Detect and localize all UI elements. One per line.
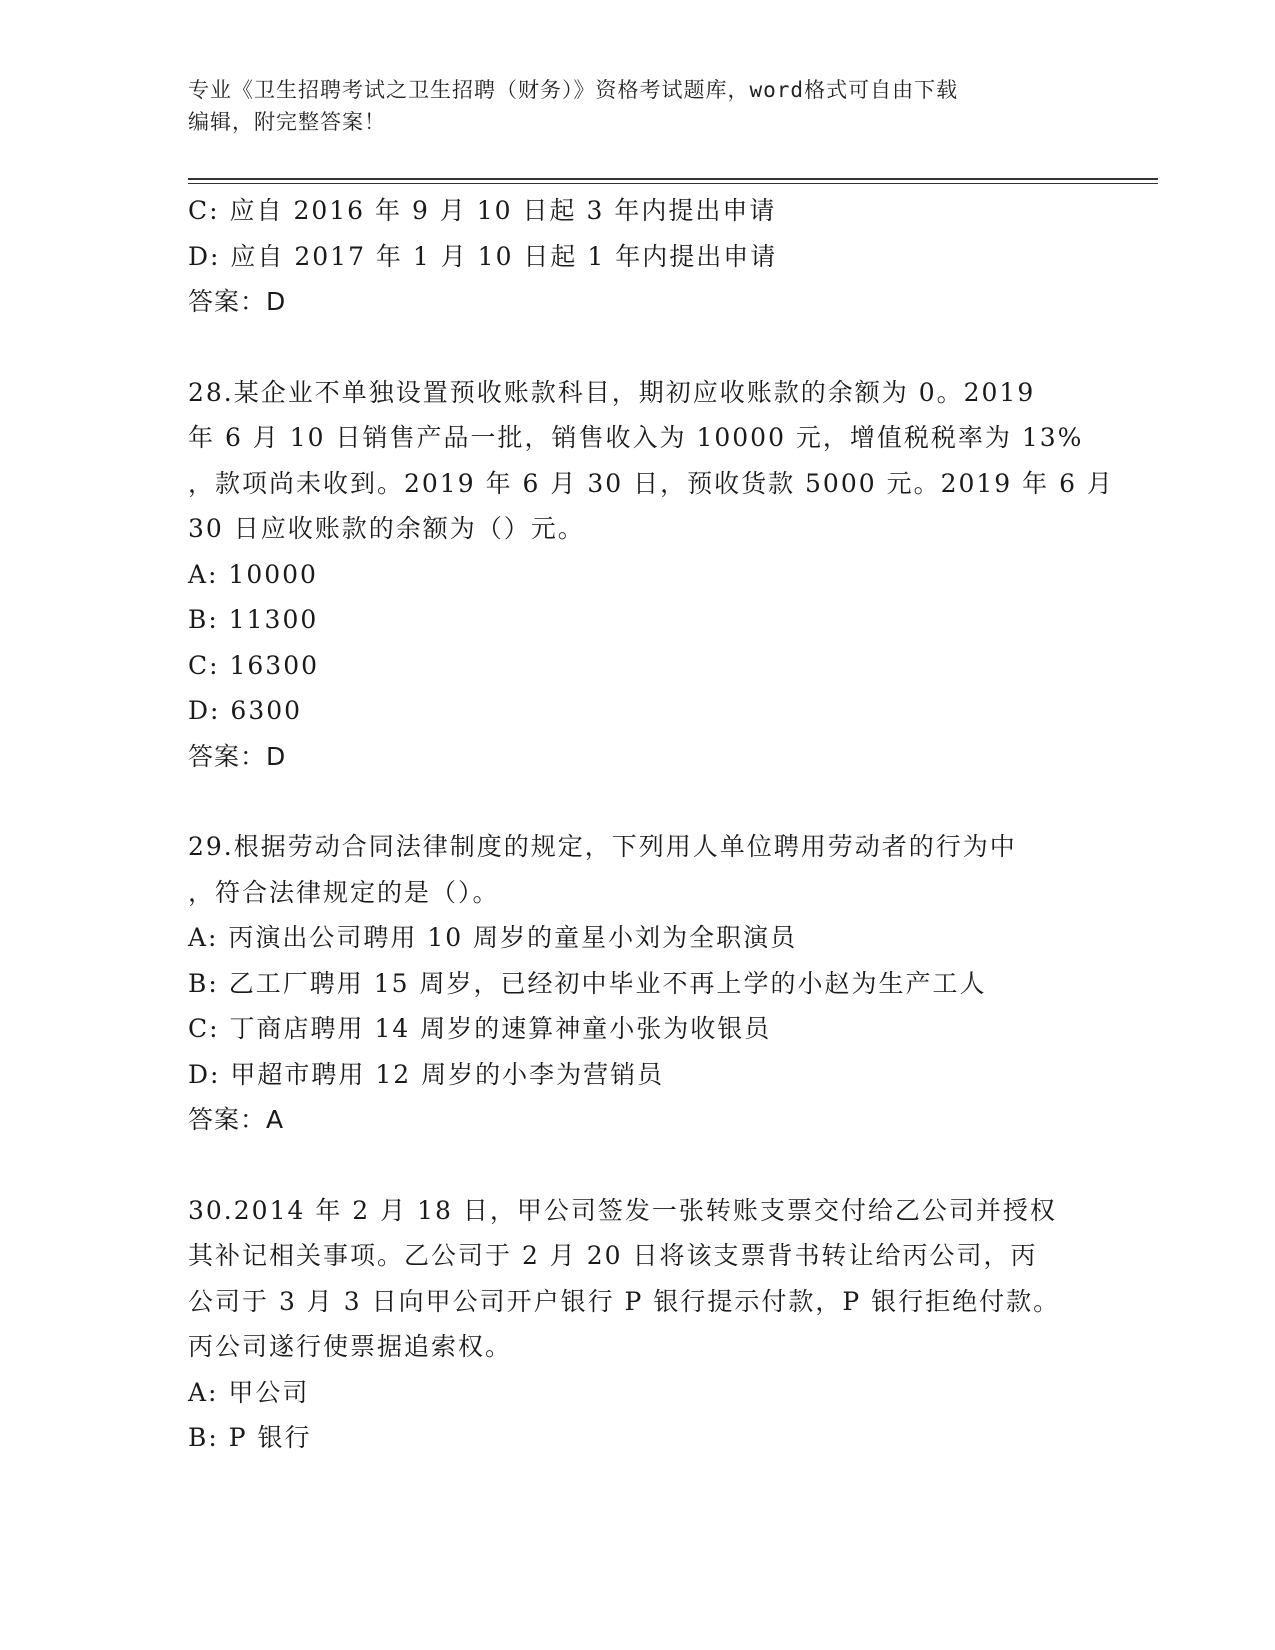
question-stem-line: ，款项尚未收到。2019 年 6 月 30 日，预收货款 5000 元。2019 年 6 月 (188, 468, 1114, 498)
option-a: A: 丙演出公司聘用 10 周岁的童星小刘为全职演员 (188, 923, 798, 952)
option-a: A: 10000 (188, 559, 318, 589)
question-stem-line: ，符合法律规定的是（）。 (188, 877, 500, 907)
option-b: B: 11300 (188, 605, 319, 634)
question-30 (188, 1188, 1078, 1461)
question-28 (188, 370, 1114, 780)
option-c: C: 丁商店聘用 14 周岁的速算神童小张为收银员 (188, 1014, 772, 1043)
option-b: B: 乙工厂聘用 15 周岁，已经初中毕业不再上学的小赵为生产工人 (188, 968, 987, 998)
answer-line: 答案：D (188, 741, 287, 771)
question-stem-line: 公司于 3 月 3 日向甲公司开户银行 P 银行提示付款，P 银行拒绝付款。 (188, 1286, 1061, 1316)
option-d: D: 甲超市聘用 12 周岁的小李为营销员 (188, 1059, 665, 1089)
answer-line: 答案：A (188, 1105, 285, 1134)
question-stem-line: 30 日应收账款的余额为（）元。 (188, 514, 585, 543)
option-b: B: P 银行 (188, 1423, 312, 1452)
question-stem-line: 30.2014 年 2 月 18 日，甲公司签发一张转账支票交付给乙公司并授权 (188, 1195, 1057, 1225)
header-divider-thick (188, 178, 1158, 180)
header-divider-thin (188, 183, 1158, 184)
header-line-1: 专业《卫生招聘考试之卫生招聘（财务）》资格考试题库，word格式可自由下载 (188, 78, 959, 102)
document-header (188, 74, 1068, 138)
option-c: C: 16300 (188, 650, 320, 680)
option-a: A: 甲公司 (188, 1377, 310, 1407)
question-stem-line: 丙公司遂行使票据追索权。 (188, 1332, 513, 1361)
answer-line: 答案：D (188, 287, 287, 316)
option-c: C: 应自 2016 年 9 月 10 日起 3 年内提出申请 (188, 196, 777, 225)
question-stem-line: 年 6 月 10 日销售产品一批，销售收入为 10000 元，增值税税率为 13% (188, 423, 1084, 452)
document-body (188, 188, 1114, 1461)
question-29 (188, 824, 1078, 1143)
option-d: D: 6300 (188, 696, 303, 725)
header-line-2: 编辑，附完整答案！ (188, 110, 386, 134)
option-d: D: 应自 2017 年 1 月 10 日起 1 年内提出申请 (188, 241, 778, 271)
question-stem-line: 29.根据劳动合同法律制度的规定，下列用人单位聘用劳动者的行为中 (188, 832, 1017, 861)
question-27-tail (188, 188, 1078, 325)
question-stem-line: 28.某企业不单独设置预收账款科目，期初应收账款的余额为 0。2019 (188, 377, 1036, 407)
question-stem-line: 其补记相关事项。乙公司于 2 月 20 日将该支票背书转让给丙公司，丙 (188, 1241, 1038, 1270)
